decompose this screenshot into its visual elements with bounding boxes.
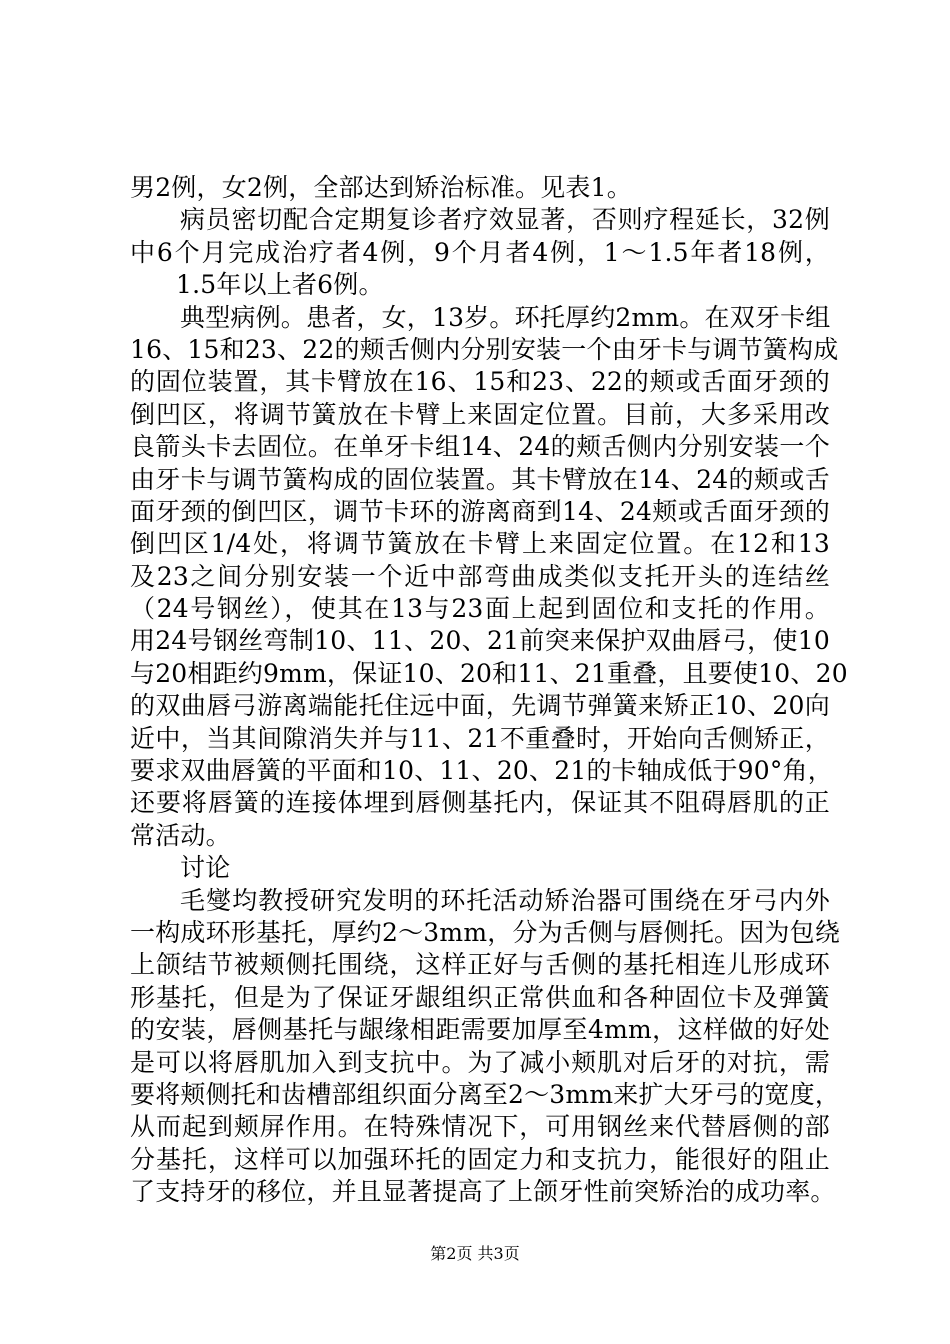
text-line: 形基托，但是为了保证牙龈组织正常供血和各种固位卡及弹簧 bbox=[130, 982, 830, 1012]
text-line: 倒凹区，将调节簧放在卡臂上来固定位置。目前，大多采用改 bbox=[130, 399, 830, 429]
text-line: 典型病例。患者，女，13岁。环托厚约2mm。在双牙卡组 bbox=[180, 302, 831, 332]
text-line: 倒凹区1/4处，将调节簧放在卡臂上来固定位置。在12和13 bbox=[130, 529, 830, 559]
text-line: 由牙卡与调节簧构成的固位装置。其卡臂放在14、24的颊或舌 bbox=[130, 464, 830, 494]
text-line: （24号钢丝），使其在13与23面上起到固位和支托的作用。 bbox=[130, 594, 830, 624]
text-line: 一构成环形基托，厚约2～3mm，分为舌侧与唇侧托。因为包绕 bbox=[130, 917, 841, 947]
text-line: 与20相距约9mm，保证10、20和11、21重叠，且要使10、20 bbox=[130, 658, 848, 688]
text-line: 要将颊侧托和齿槽部组织面分离至2～3mm来扩大牙弓的宽度， bbox=[130, 1079, 841, 1109]
text-line: 的安装，唇侧基托与龈缘相距需要加厚至4mm，这样做的好处 bbox=[130, 1015, 830, 1045]
document-body bbox=[130, 172, 848, 1209]
text-line: 中6个月完成治疗者4例，9个月者4例，1～1.5年者18例， bbox=[130, 237, 830, 267]
page-number-footer: 第2页 共3页 bbox=[430, 1244, 520, 1263]
text-line: 上颌结节被颊侧托围绕，这样正好与舌侧的基托相连儿形成环 bbox=[130, 950, 830, 980]
text-line: 毛燮均教授研究发明的环托活动矫治器可围绕在牙弓内外 bbox=[180, 885, 830, 915]
text-line: 男2例，女2例，全部达到矫治标准。见表1。 bbox=[130, 173, 632, 202]
text-line: 从而起到颊屏作用。在特殊情况下，可用钢丝来代替唇侧的部 bbox=[130, 1112, 830, 1142]
text-line: 16、15和23、22的颊舌侧内分别安装一个由牙卡与调节簧构成 bbox=[130, 334, 839, 364]
text-line: 了支持牙的移位，并且显著提高了上颌牙性前突矫治的成功率。 bbox=[130, 1177, 836, 1207]
text-line: 的双曲唇弓游离端能托住远中面，先调节弹簧来矫正10、20向 bbox=[130, 691, 830, 721]
text-line: 分基托，这样可以加强环托的固定力和支抗力，能很好的阻止 bbox=[130, 1144, 830, 1174]
text-line: 常活动。 bbox=[130, 820, 231, 850]
text-line: 良箭头卡去固位。在单牙卡组14、24的颊舌侧内分别安装一个 bbox=[130, 432, 830, 462]
text-line: 还要将唇簧的连接体埋到唇侧基托内，保证其不阻碍唇肌的正 bbox=[130, 788, 830, 818]
text-line: 要求双曲唇簧的平面和10、11、20、21的卡轴成低于90°角， bbox=[130, 756, 833, 786]
text-line: 是可以将唇肌加入到支抗中。为了减小颊肌对后牙的对抗，需 bbox=[130, 1047, 830, 1077]
text-line: 病员密切配合定期复诊者疗效显著，否则疗程延长，32例 bbox=[180, 205, 830, 235]
text-line: 1.5年以上者6例。 bbox=[176, 270, 384, 300]
text-line: 的固位装置，其卡臂放在16、15和23、22的颊或舌面牙颈的 bbox=[130, 367, 830, 397]
text-line: 用24号钢丝弯制10、11、20、21前突来保护双曲唇弓，使10 bbox=[130, 626, 830, 656]
text-line: 面牙颈的倒凹区，调节卡环的游离商到14、24颊或舌面牙颈的 bbox=[130, 496, 830, 526]
text-line: 及23之间分别安装一个近中部弯曲成类似支托开头的连结丝 bbox=[130, 561, 830, 591]
text-line: 近中，当其间隙消失并与11、21不重叠时，开始向舌侧矫正， bbox=[130, 723, 830, 753]
section-heading: 讨论 bbox=[180, 853, 231, 883]
